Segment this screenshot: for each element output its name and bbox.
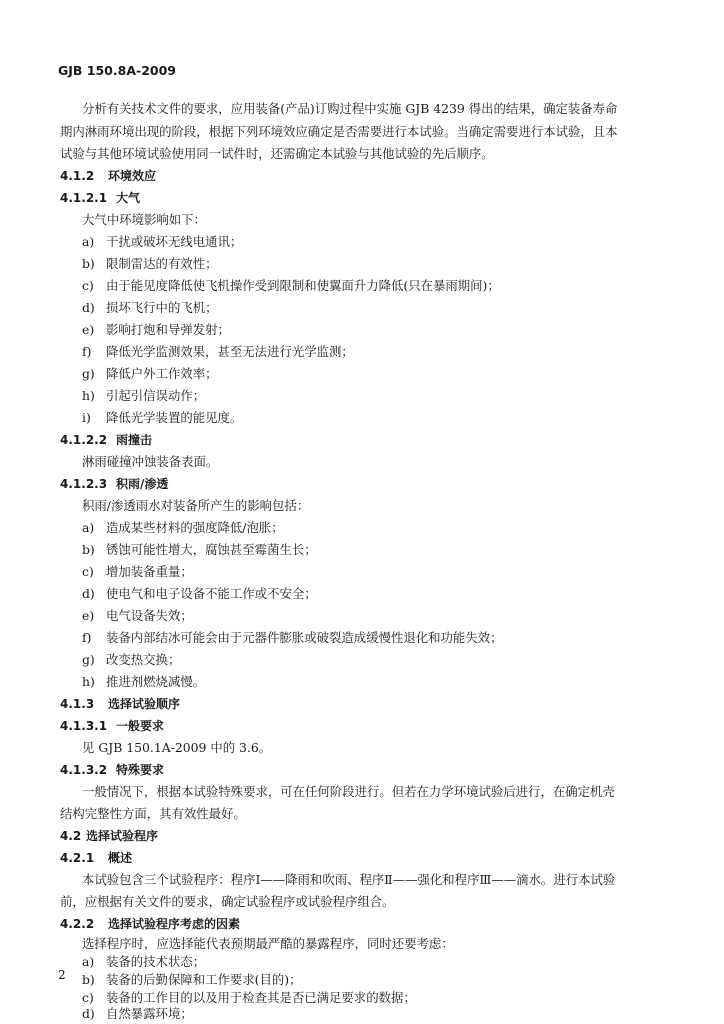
- section-title: 积雨/渗透: [116, 477, 169, 491]
- section-4-2-1-heading: [60, 852, 132, 864]
- list-item: [82, 566, 193, 578]
- section-number: 4.1.2.3: [60, 477, 108, 491]
- list-label: f): [82, 344, 92, 359]
- list-text: 限制雷达的有效性；: [106, 256, 218, 271]
- section-4-1-3-1-heading: [60, 720, 164, 732]
- section-title: 选择试验顺序: [108, 697, 181, 711]
- list-item: [82, 302, 218, 314]
- section-4-2-2-lead: 选择程序时，应选择能代表预期最严酷的暴露程序，同时还要考虑：: [82, 936, 454, 951]
- list-item: [82, 956, 205, 968]
- section-4-2-1-line-1: 本试验包含三个试验程序：程序Ⅰ——降雨和吹雨、程序Ⅱ——强化和程序Ⅲ——滴水。进行本试验: [82, 872, 616, 887]
- section-number: 4.2.1: [60, 851, 95, 865]
- list-label: a): [82, 954, 95, 969]
- list-item: [82, 324, 230, 336]
- section-4-1-3-1-text: 见 GJB 150.1A-2009 中的 3.6。: [82, 740, 272, 755]
- section-4-1-2-heading: [60, 170, 156, 182]
- document-header: GJB 150.8A-2009: [58, 63, 176, 78]
- section-number: 4.1.3: [60, 697, 95, 711]
- list-text: 造成某些材料的强度降低/泡胀；: [106, 520, 284, 535]
- list-item: [82, 346, 354, 358]
- section-4-1-2-2-text: 淋雨碰撞冲蚀装备表面。: [82, 454, 219, 469]
- list-item: [82, 588, 317, 600]
- list-label: b): [82, 542, 95, 557]
- intro-line-1: 分析有关技术文件的要求，应用装备(产品)订购过程中实施 GJB 4239 得出的结果，确定装备寿命: [82, 101, 618, 116]
- list-label: d): [82, 300, 95, 315]
- list-item: [82, 610, 193, 622]
- list-text: 改变热交换；: [106, 652, 181, 667]
- section-number: 4.1.3.1: [60, 719, 108, 733]
- list-item: [82, 412, 242, 424]
- list-text: 推进剂燃烧减慢。: [106, 674, 206, 689]
- section-number: 4.1.3.2: [60, 763, 108, 777]
- list-item: [82, 390, 205, 402]
- list-item: [82, 236, 242, 248]
- list-text: 引起引信误动作；: [106, 388, 206, 403]
- list-label: b): [82, 972, 95, 987]
- list-label: h): [82, 388, 95, 403]
- list-label: i): [82, 410, 91, 425]
- list-label: a): [82, 520, 95, 535]
- intro-line-3: 试验与其他环境试验使用同一试件时，还需确定本试验与其他试验的先后顺序。: [60, 146, 494, 161]
- list-label: a): [82, 234, 95, 249]
- list-item: [82, 654, 180, 666]
- list-label: g): [82, 652, 95, 667]
- section-4-1-2-1-heading: [60, 192, 140, 204]
- list-text: 由于能见度降低使飞机操作受到限制和使翼面升力降低(只在暴雨期间)；: [106, 278, 500, 293]
- list-label: c): [82, 990, 94, 1005]
- list-label: c): [82, 564, 94, 579]
- list-label: c): [82, 278, 94, 293]
- list-text: 自然暴露环境；: [106, 1006, 193, 1021]
- list-text: 电气设备失效；: [106, 608, 193, 623]
- list-label: d): [82, 1006, 95, 1021]
- section-4-1-2-2-heading: [60, 434, 152, 446]
- list-label: f): [82, 630, 92, 645]
- section-title: 雨撞击: [116, 433, 153, 447]
- list-text: 影响打炮和导弹发射；: [106, 322, 230, 337]
- section-4-1-3-2-line-1: 一般情况下，根据本试验特殊要求，可在任何阶段进行。但若在力学环境试验后进行，在确定机壳: [82, 784, 615, 799]
- section-title: 选择试验程序考虑的因素: [108, 917, 241, 931]
- page-number: 2: [58, 968, 66, 982]
- list-text: 增加装备重量；: [106, 564, 193, 579]
- section-number: 4.2: [60, 829, 82, 843]
- list-item: [82, 1008, 193, 1020]
- list-item: [82, 280, 500, 292]
- list-item: [82, 522, 284, 534]
- list-item: [82, 974, 302, 986]
- section-title: 特殊要求: [116, 763, 165, 777]
- section-title: 概述: [108, 851, 133, 865]
- list-label: e): [82, 322, 95, 337]
- section-number: 4.2.2: [60, 917, 95, 931]
- list-text: 锈蚀可能性增大，腐蚀甚至霉菌生长；: [106, 542, 317, 557]
- list-label: g): [82, 366, 95, 381]
- section-4-1-3-heading: [60, 698, 180, 710]
- list-text: 装备的后勤保障和工作要求(目的)；: [106, 972, 302, 987]
- list-item: [82, 258, 218, 270]
- list-label: b): [82, 256, 95, 271]
- section-4-1-3-2-heading: [60, 764, 164, 776]
- section-4-1-2-3-heading: [60, 478, 168, 490]
- section-number: 4.1.2.1: [60, 191, 108, 205]
- list-text: 装备的技术状态；: [106, 954, 206, 969]
- section-title: 一般要求: [116, 719, 165, 733]
- section-title: 选择试验程序: [86, 829, 159, 843]
- section-number: 4.1.2: [60, 169, 95, 183]
- section-number: 4.1.2.2: [60, 433, 108, 447]
- list-text: 使电气和电子设备不能工作或不安全；: [106, 586, 317, 601]
- section-title: 大气: [116, 191, 141, 205]
- list-item: [82, 992, 416, 1004]
- list-text: 损坏飞行中的飞机；: [106, 300, 218, 315]
- section-4-2-1-line-2: 前，应根据有关文件的要求，确定试验程序或试验程序组合。: [60, 894, 395, 909]
- list-text: 降低户外工作效率；: [106, 366, 218, 381]
- section-4-2-heading: [60, 830, 158, 842]
- section-4-1-3-2-line-2: 结构完整性方面，其有效性最好。: [60, 806, 246, 821]
- list-item: [82, 676, 205, 688]
- section-title: 环境效应: [108, 169, 157, 183]
- list-label: h): [82, 674, 95, 689]
- section-4-2-2-heading: [60, 918, 240, 930]
- list-label: e): [82, 608, 95, 623]
- list-text: 降低光学装置的能见度。: [106, 410, 243, 425]
- intro-line-2: 期内淋雨环境出现的阶段，根据下列环境效应确定是否需要进行本试验。当确定需要进行本试验，且本: [60, 124, 618, 139]
- list-item: [82, 544, 317, 556]
- section-4-1-2-3-lead: 积雨/渗透雨水对装备所产生的影响包括：: [82, 498, 310, 513]
- list-label: d): [82, 586, 95, 601]
- list-item: [82, 632, 503, 644]
- list-text: 装备内部结冰可能会由于元器件膨胀或破裂造成缓慢性退化和功能失效；: [106, 630, 503, 645]
- section-4-1-2-1-lead: 大气中环境影响如下：: [82, 212, 206, 227]
- list-text: 干扰或破坏无线电通讯；: [106, 234, 243, 249]
- list-item: [82, 368, 218, 380]
- list-text: 装备的工作目的以及用于检查其是否已满足要求的数据；: [106, 990, 416, 1005]
- list-text: 降低光学监测效果，甚至无法进行光学监测；: [106, 344, 354, 359]
